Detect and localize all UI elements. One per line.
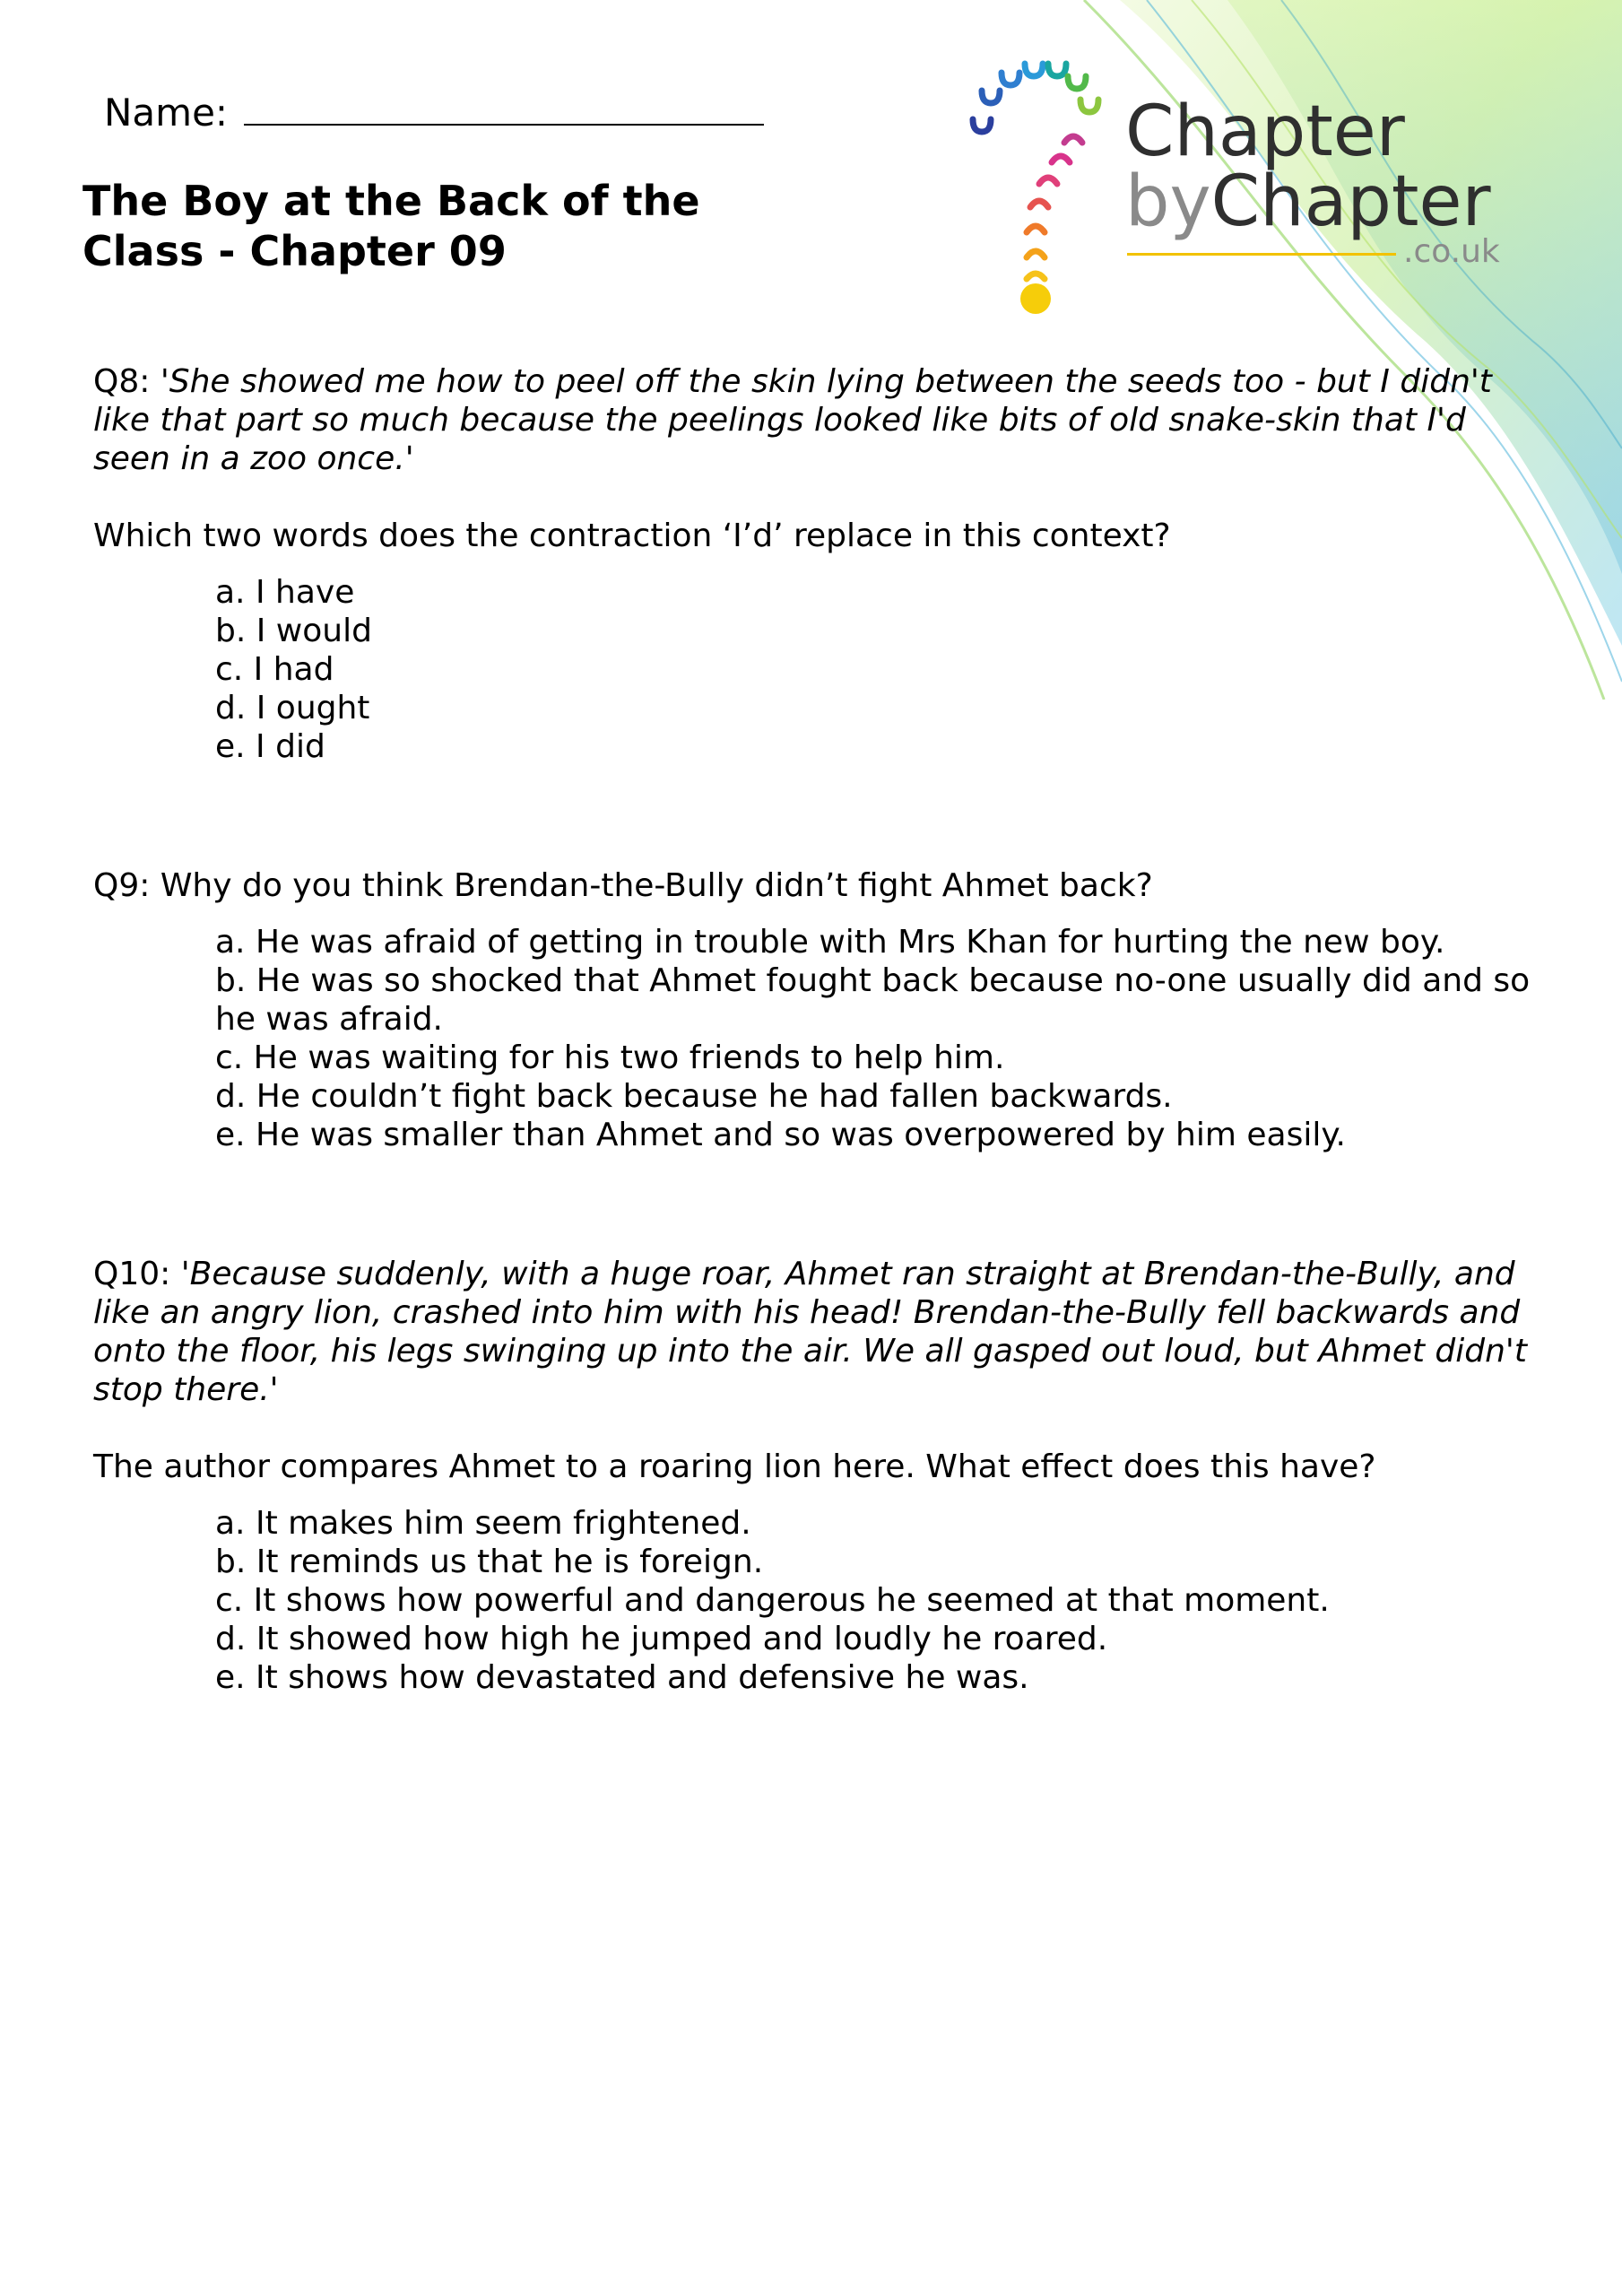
worksheet-title: The Boy at the Back of the Class - Chapter 09	[82, 177, 700, 275]
answer-option[interactable]: c. He was waiting for his two friends to help him.	[215, 1039, 1005, 1076]
question-label: Q10:	[93, 1256, 171, 1292]
answer-option[interactable]: e. It shows how devastated and defensive he was.	[215, 1659, 1029, 1696]
answer-option[interactable]: a. It makes him seem frightened.	[215, 1505, 751, 1542]
logo-domain: .co.uk	[1403, 233, 1500, 270]
answer-option[interactable]: b. He was so shocked that Ahmet fought back because no-one usually did and so he was afraid.	[215, 962, 1531, 1038]
logo-underline	[1127, 253, 1396, 256]
answer-option[interactable]: b. It reminds us that he is foreign.	[215, 1544, 764, 1580]
name-field	[104, 90, 764, 135]
question-passage	[93, 362, 1546, 478]
answer-option[interactable]: a. He was afraid of getting in trouble with Mrs Khan for hurting the new boy.	[215, 924, 1445, 961]
question-text: Why do you think Brendan-the-Bully didn’t fight Ahmet back?	[160, 867, 1153, 904]
answer-option[interactable]: e. I did	[215, 728, 325, 765]
worksheet-questions	[93, 362, 1546, 1697]
answer-option[interactable]: c. It shows how powerful and dangerous he seemed at that moment.	[215, 1582, 1330, 1619]
answer-option[interactable]: d. He couldn’t fight back because he had fallen backwards.	[215, 1078, 1173, 1115]
logo-word-chapter-2: Chapter	[1210, 161, 1491, 242]
answer-options	[93, 923, 1546, 1154]
answer-options	[93, 573, 1546, 766]
answer-option[interactable]: d. I ought	[215, 690, 370, 726]
logo-word-by: by	[1125, 161, 1211, 242]
name-blank-line[interactable]	[244, 90, 764, 126]
answer-option[interactable]: a. I have	[215, 574, 355, 611]
chapter-by-chapter-logo	[964, 49, 1547, 318]
question-quote: 'She showed me how to peel off the skin lying between the seeds too - but I didn't like that part so much because the peelings looked like bits of old snake-skin that I'd seen in a zoo once.'	[93, 363, 1492, 477]
question-q8	[93, 362, 1546, 766]
question-mark-books-icon	[964, 49, 1125, 318]
answer-options	[93, 1504, 1546, 1697]
answer-option[interactable]: d. It showed how high he jumped and loudly he roared.	[215, 1621, 1108, 1657]
answer-option[interactable]: c. I had	[215, 651, 334, 688]
logo-word-bychapter	[1125, 161, 1491, 242]
question-prompt: The author compares Ahmet to a roaring lion here. What effect does this have?	[93, 1448, 1376, 1485]
question-label: Q8:	[93, 363, 151, 400]
question-q10	[93, 1255, 1546, 1697]
question-prompt: Which two words does the contraction ‘I’d’ replace in this context?	[93, 517, 1171, 554]
question-prompt	[93, 866, 1546, 905]
question-passage	[93, 1255, 1546, 1409]
logo-word-chapter: Chapter	[1125, 91, 1405, 172]
question-quote: 'Because suddenly, with a huge roar, Ahmet ran straight at Brendan-the-Bully, and like an angry lion, crashed into him with his head! Brendan-the-Bully fell backwards and onto the floor, his legs swinging up into the air. We all gasped out loud, but Ahmet didn't stop there.'	[93, 1256, 1527, 1408]
answer-option[interactable]: b. I would	[215, 613, 372, 649]
question-label: Q9:	[93, 867, 151, 904]
name-label: Name:	[104, 91, 229, 135]
answer-option[interactable]: e. He was smaller than Ahmet and so was overpowered by him easily.	[215, 1117, 1346, 1153]
question-q9	[93, 866, 1546, 1154]
